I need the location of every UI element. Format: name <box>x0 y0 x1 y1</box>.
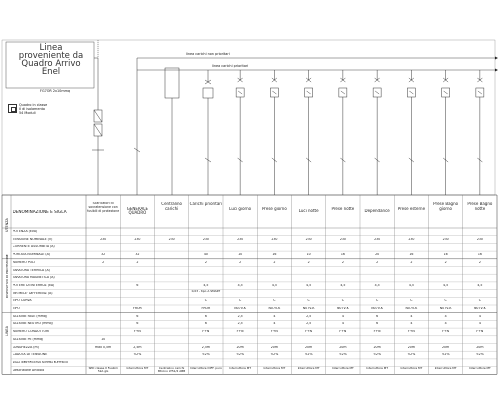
table-cell: Interruttore MT <box>366 367 389 371</box>
column-header-6: Prese giorno <box>261 206 287 211</box>
table-cell: 230 <box>339 237 346 241</box>
row-label: PORTATA NOMINALE (A) <box>12 253 51 257</box>
table-cell: F+N <box>373 330 381 334</box>
table-cell: C <box>341 299 344 303</box>
table-cell: 2 <box>341 260 344 264</box>
row-label: Descrizione Articolo <box>12 368 45 372</box>
table-cell: FROR <box>132 307 142 310</box>
table-cell: 4 <box>444 322 447 326</box>
incoming-cable-label: FG7OR 2x10mmq <box>40 89 71 93</box>
table-cell: 2,5m <box>201 345 210 349</box>
table-cell: 4 <box>341 314 344 318</box>
priority-line-label: linea carichi prioritari <box>212 64 249 68</box>
table-cell: 230 <box>442 237 449 241</box>
table-cell: C <box>376 299 379 303</box>
table-cell: 6 <box>136 314 139 318</box>
table-cell: 2 <box>410 260 413 264</box>
table-cell: F+N <box>339 330 347 334</box>
table-cell: 230 <box>408 237 415 241</box>
table-cell: 16 <box>340 253 345 257</box>
table-cell: 230 <box>476 237 483 241</box>
row-label: CORRENTE ASSORBITA (A) <box>12 245 55 249</box>
title-line-1: Linea <box>39 43 63 53</box>
table-cell: 6 <box>376 314 379 318</box>
table-cell: C <box>444 299 447 303</box>
table-cell: 230 <box>100 237 107 241</box>
table-cell: 20m <box>305 345 313 349</box>
table-cell: Interruttore MT <box>229 367 252 371</box>
table-cell: 2,5 <box>237 314 243 318</box>
table-cell: 6 <box>204 322 207 326</box>
row-label: TARATURA MAGNETICA (A) <box>12 276 55 280</box>
cabinet-note-line-3: 54 Moduli <box>19 111 36 115</box>
table-cell: 2,5 <box>237 322 243 326</box>
column-header-4: Carichi prioritari <box>189 202 223 207</box>
row-label: TARATURA TERMICA (A) <box>12 268 50 272</box>
table-cell: F+N <box>407 330 415 334</box>
table-cell: 230 <box>305 237 312 241</box>
table-cell: 20m <box>339 345 347 349</box>
table-cell: 2 <box>136 260 139 264</box>
table-cell: 16 <box>409 253 414 257</box>
column-header-8: Prese notte <box>331 206 355 211</box>
column-header-7: Luci notte <box>298 209 319 214</box>
table-cell: <2% <box>304 353 313 357</box>
table-cell: 4 <box>341 322 344 326</box>
table-cell: 20m <box>476 345 484 349</box>
table-cell: 4 <box>410 314 413 318</box>
table-cell: 230 <box>202 237 209 241</box>
table-cell: 2 <box>273 260 276 264</box>
table-cell: 10 <box>306 253 311 257</box>
table-cell: F+N <box>270 330 278 334</box>
row-label: NUMERO POLI <box>12 260 35 264</box>
table-cell: N07V-K <box>439 307 452 310</box>
table-cell: 2,5m <box>133 345 142 349</box>
table-cell: 4,5 <box>408 283 414 287</box>
table-cell: N07V-K <box>405 307 418 310</box>
row-label: POTERE DI INTERRUZ (kA) <box>12 283 55 287</box>
table-cell: Interruttore MT <box>263 367 286 371</box>
table-cell: <2% <box>441 353 450 357</box>
row-label: NUMERO CONDUTTORI <box>12 330 50 334</box>
table-cell: Interruttore MT <box>468 367 491 371</box>
table-cell: 2 <box>444 260 447 264</box>
table-cell: 230 <box>271 237 278 241</box>
table-cell: C <box>410 299 413 303</box>
table-cell: Interruttore MT <box>400 367 423 371</box>
table-cell: max 0,5m <box>95 345 112 349</box>
table-cell: <2% <box>339 353 347 357</box>
table-cell: 4 <box>273 314 276 318</box>
table-cell: 2 <box>307 260 310 264</box>
section-linea: LINEA <box>5 326 9 336</box>
row-label: Idn MELE' DIFFERENZ (A) <box>12 291 53 295</box>
table-cell: 4,5 <box>271 283 277 287</box>
table-cell: 6 <box>204 314 207 318</box>
table-cell: 40 <box>203 253 208 257</box>
row-label: TENSIONE NOMINALE (V) <box>12 237 53 241</box>
row-label: POTENZA (kVA) <box>12 230 38 233</box>
table-cell: 6 <box>136 283 139 287</box>
table-cell: F+N <box>236 330 244 334</box>
table-cell: 4,5 <box>477 283 483 287</box>
table-cell: Interruttore DIFF. puro <box>189 367 222 371</box>
row-label: DENOMINAZIONE E SIGLA <box>12 209 67 214</box>
table-cell: 2,5 <box>306 322 312 326</box>
table-cell: 4,5 <box>306 283 312 287</box>
table-cell: C <box>239 299 242 303</box>
table-cell: 6 <box>136 322 139 326</box>
table-cell: 2 <box>478 260 481 264</box>
section-utenza: UTENZA <box>5 218 9 232</box>
table-cell: C <box>478 299 481 303</box>
section-dispositivo: DISPOSITIVO DI PROTEZIONE <box>5 254 9 298</box>
table-cell: 4,5 <box>203 283 209 287</box>
table-cell: 2 <box>239 260 242 264</box>
table-cell: 16 <box>272 253 277 257</box>
cabinet-note-line-1: Quadro in classe <box>19 103 48 107</box>
row-label: LUNGHEZZA (m) <box>12 345 39 349</box>
table-cell: C <box>273 299 276 303</box>
table-cell: 4 <box>478 314 481 318</box>
table-cell: 4,5 <box>340 283 346 287</box>
table-cell: Interruttore MT <box>126 367 149 371</box>
table-cell: <2% <box>133 353 142 357</box>
table-cell: 230 <box>237 237 244 241</box>
column-header-11: Prese Bagno giorno <box>433 202 459 211</box>
table-cell: N07V-K <box>371 307 383 310</box>
table-cell: 230 <box>168 237 175 241</box>
column-header-10: Prese esterne <box>397 206 426 211</box>
column-header-1: Scaricatori di sovratensione con fusibili di protezione <box>87 202 120 213</box>
table-cell: N07V-K <box>474 307 486 310</box>
table-cell: Centralino carichi Bticino LT51/2 ABB <box>158 367 186 374</box>
table-cell: 32 <box>135 253 140 257</box>
table-cell: 2 <box>376 260 379 264</box>
table-cell: 4 <box>273 322 276 326</box>
table-cell: 2,5 <box>306 314 312 318</box>
table-cell: 20m <box>442 345 450 349</box>
title-line-4: Enel <box>41 67 61 77</box>
row-label: SEZIONE NEUTRO (mmq) <box>12 322 53 326</box>
column-header-12: Prese Bagno notte <box>467 202 493 211</box>
table-cell: Interruttore MT <box>331 367 354 371</box>
table-cell: FROR <box>201 307 211 310</box>
table-cell: 4,5 <box>374 283 380 287</box>
table-cell: <2% <box>202 353 210 357</box>
table-cell: F+N <box>305 330 313 334</box>
table-cell: Interruttore MT <box>434 367 457 371</box>
table-cell: 2 <box>102 260 105 264</box>
table-cell: Interruttore MT <box>297 367 320 371</box>
table-cell: 10 <box>238 253 243 257</box>
table-cell: 2 <box>204 260 207 264</box>
table-cell: 4,5 <box>443 283 449 287</box>
table-cell: N07V-K <box>234 307 246 310</box>
row-label: SEZIONE PE (mmq) <box>12 337 44 341</box>
row-label: SEZIONE FASE (mmq) <box>12 314 48 318</box>
table-cell: 4 <box>478 322 481 326</box>
title-line-2: proveniente da <box>18 51 84 61</box>
table-cell: F+N <box>133 330 141 334</box>
table-cell: F+N <box>476 330 484 334</box>
column-header-9: Dependance <box>364 209 390 214</box>
table-cell: N07V-K <box>302 307 315 310</box>
cabinet-note-line-2: II di isolamento <box>19 107 45 111</box>
row-label: TIPO CURVA <box>12 299 32 303</box>
table-cell: 230 <box>134 237 141 241</box>
table-cell: 16 <box>477 253 482 257</box>
table-cell: C <box>307 299 310 303</box>
row-label: TIPO <box>12 307 20 310</box>
table-cell: <2% <box>407 353 416 357</box>
table-cell: SPD classe II Fusibili 5kA gG <box>88 367 118 374</box>
table-cell: 4 <box>410 322 413 326</box>
row-label: CADUTA DI TENSIONE <box>12 353 48 357</box>
table-cell: <2% <box>270 353 279 357</box>
table-cell: 6 <box>376 322 379 326</box>
table-cell: 20m <box>270 345 278 349</box>
table-cell: 20m <box>373 345 381 349</box>
table-cell: C <box>204 299 207 303</box>
non-priority-line-label: linea carichi non prioritari <box>186 52 230 56</box>
table-cell: 20m <box>407 345 415 349</box>
row-label: SIGLA IDENTIFICATIVA SCHEMA ELETTRICO <box>12 360 69 364</box>
table-cell: N07V-K <box>268 307 281 310</box>
table-cell: N07V-K <box>337 307 349 310</box>
title-line-3: Quadro Arrivo <box>21 59 81 69</box>
table-cell: 20 <box>375 253 380 257</box>
column-header-2: GENERALE QUADRO <box>126 206 148 216</box>
table-cell: 20m <box>236 345 244 349</box>
table-cell: 0,03 - tipo A SMART <box>191 290 221 294</box>
table-cell: 4,5 <box>237 283 243 287</box>
column-header-3: Centralino carichi <box>161 202 182 211</box>
table-cell: F+N <box>442 330 450 334</box>
table-cell: 10 <box>101 337 106 341</box>
column-header-5: Luci giorno <box>229 206 252 211</box>
table-cell: <2% <box>476 353 484 357</box>
table-cell: <2% <box>373 353 381 357</box>
table-cell: 32 <box>101 253 106 257</box>
table-cell: 230 <box>374 237 381 241</box>
table-cell: <2% <box>236 353 244 357</box>
table-cell: 16 <box>443 253 448 257</box>
table-cell: 4 <box>444 314 447 318</box>
table-cell: F+N <box>202 330 210 334</box>
